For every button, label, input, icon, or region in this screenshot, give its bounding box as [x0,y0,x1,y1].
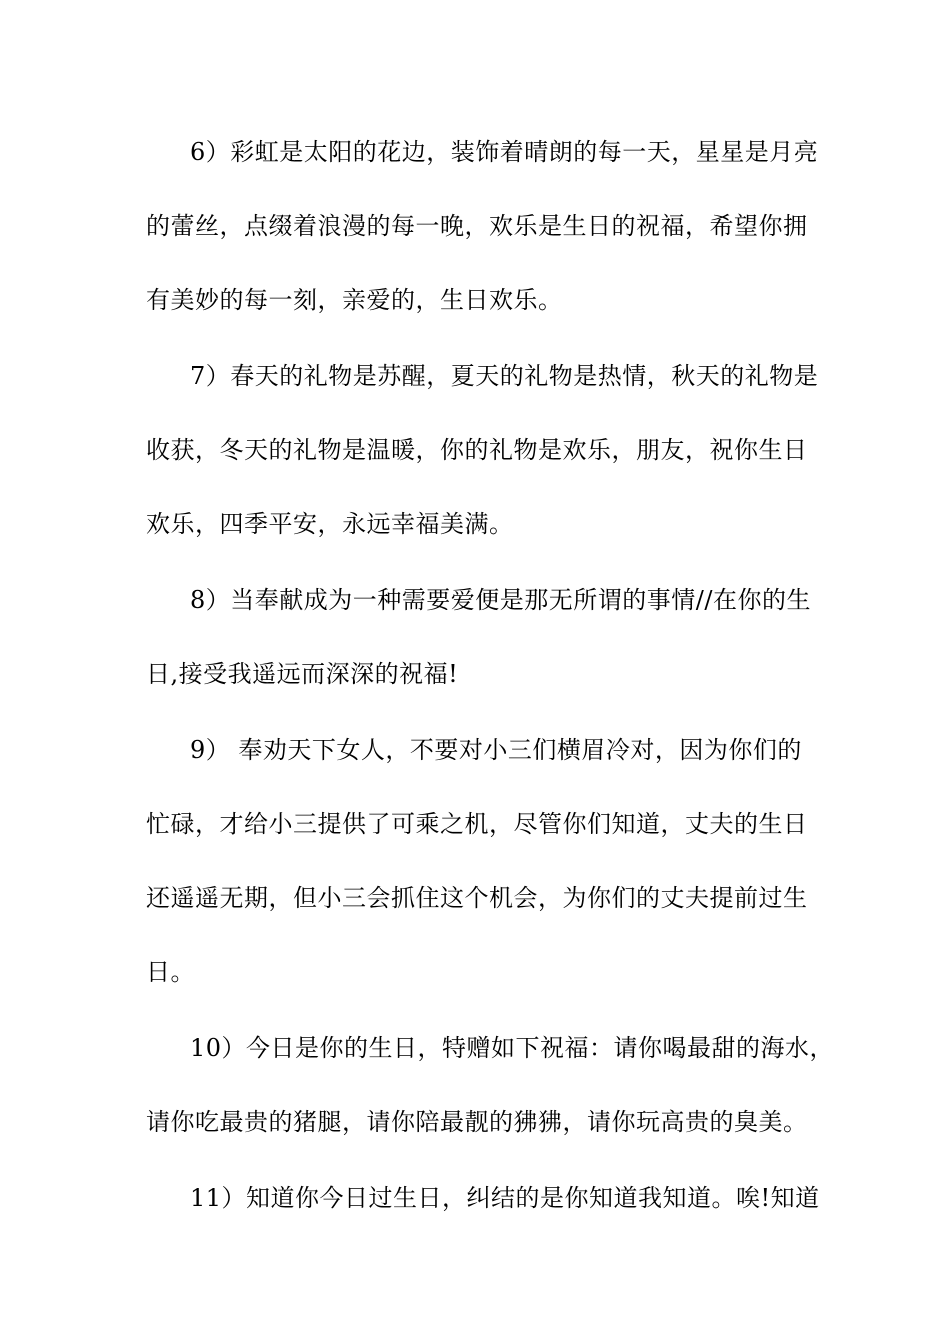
paragraph-8-line-2: 日,接受我遥远而深深的祝福! [146,660,459,688]
paragraph-11-line-1: 11）知道你今日过生日，纠结的是你知道我知道。唉!知道 [190,1184,820,1212]
paragraph-6-line-3: 有美妙的每一刻，亲爱的，生日欢乐。 [146,286,563,314]
paragraph-7-line-1: 7）春天的礼物是苏醒，夏天的礼物是热情，秋天的礼物是 [190,362,819,390]
paragraph-9-line-4: 日。 [146,958,195,986]
paragraph-9-line-3: 还遥遥无期，但小三会抓住这个机会，为你们的丈夫提前过生 [146,884,808,912]
paragraph-7-line-2: 收获，冬天的礼物是温暖，你的礼物是欢乐，朋友，祝你生日 [146,436,808,464]
paragraph-6-line-2: 的蕾丝，点缀着浪漫的每一晚，欢乐是生日的祝福，希望你拥 [146,212,808,240]
paragraph-6-line-1: 6）彩虹是太阳的花边，装饰着晴朗的每一天，星星是月亮 [190,138,819,166]
paragraph-10-line-2: 请你吃最贵的猪腿，请你陪最靓的狒狒，请你玩高贵的臭美。 [146,1108,808,1136]
paragraph-7-line-3: 欢乐，四季平安，永远幸福美满。 [146,510,514,538]
paragraph-10-line-1: 10）今日是你的生日，特赠如下祝福：请你喝最甜的海水， [190,1034,835,1062]
paragraph-9-line-2: 忙碌，才给小三提供了可乘之机，尽管你们知道，丈夫的生日 [146,810,808,838]
paragraph-8-line-1: 8）当奉献成为一种需要爱便是那无所谓的事情//在你的生 [190,586,811,614]
paragraph-9-line-1: 9） 奉劝天下女人，不要对小三们横眉冷对，因为你们的 [190,736,802,764]
